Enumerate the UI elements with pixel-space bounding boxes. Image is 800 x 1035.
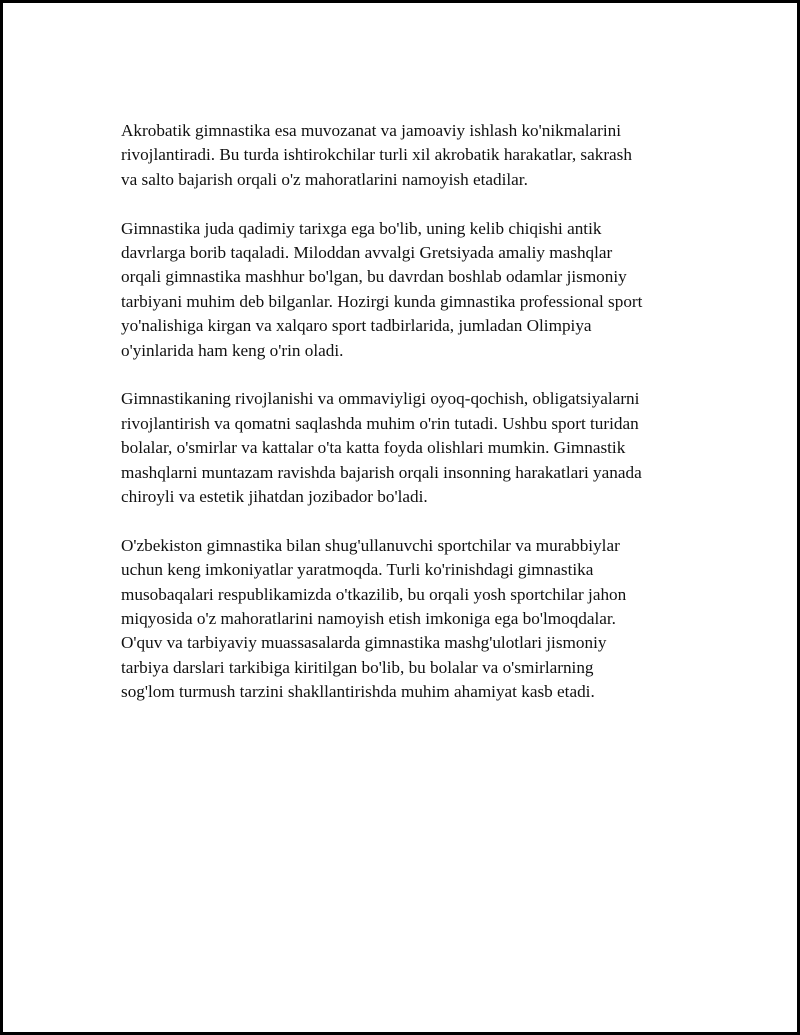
text-line: Gimnastika juda qadimiy tarixga ega bo'lib, uning kelib chiqishi antik [121, 218, 602, 238]
text-line: Akrobatik gimnastika esa muvozanat va jamoaviy ishlash ko'nikmalarini [121, 121, 621, 140]
paragraph-4 [121, 534, 701, 705]
text-line: o'yinlarida ham keng o'rin oladi. [121, 340, 344, 360]
text-line: uchun keng imkoniyatlar yaratmoqda. Turli ko'rinishdagi gimnastika [121, 560, 594, 580]
text-line: Gimnastikaning rivojlanishi va ommaviyligi oyoq-qochish, obligatsiyalarni [121, 389, 640, 409]
text-line: sog'lom turmush tarzini shakllantirishda muhim ahamiyat kasb etadi. [121, 682, 595, 702]
text-line: bolalar, o'smirlar va kattalar o'ta katta foyda olishlari mumkin. Gimnastik [121, 438, 626, 458]
paragraph-1 [121, 119, 701, 192]
text-line: O'quv va tarbiyaviy muassasalarda gimnastika mashg'ulotlari jismoniy [121, 633, 607, 653]
text-line: rivojlantirish va qomatni saqlashda muhim o'rin tutadi. Ushbu sport turidan [121, 413, 639, 433]
text-line: tarbiyani muhim deb bilganlar. Hozirgi kunda gimnastika professional sport [121, 291, 643, 311]
text-line: musobaqalari respublikamizda o'tkazilib, bu orqali yosh sportchilar jahon [121, 584, 627, 604]
text-line: tarbiya darslari tarkibiga kiritilgan bo'lib, bu bolalar va o'smirlarning [121, 657, 594, 677]
paragraph-3 [121, 387, 701, 509]
text-line: mashqlarni muntazam ravishda bajarish orqali insonning harakatlari yanada [121, 462, 642, 482]
text-line: O'zbekiston gimnastika bilan shug'ullanuvchi sportchilar va murabbiylar [121, 535, 620, 555]
text-line: davrlarga borib taqaladi. Miloddan avvalgi Gretsiyada amaliy mashqlar [121, 243, 613, 263]
text-line: rivojlantiradi. Bu turda ishtirokchilar turli xil akrobatik harakatlar, sakrash [121, 145, 632, 165]
text-line: miqyosida o'z mahoratlarini namoyish etish imkoniga ega bo'lmoqdalar. [121, 609, 616, 629]
document-body [121, 119, 701, 729]
text-line: orqali gimnastika mashhur bo'lgan, bu davrdan boshlab odamlar jismoniy [121, 267, 627, 287]
text-line: va salto bajarish orqali o'z mahoratlarini namoyish etadilar. [121, 169, 528, 189]
text-line: yo'nalishiga kirgan va xalqaro sport tadbirlarida, jumladan Olimpiya [121, 316, 592, 336]
text-line: chiroyli va estetik jihatdan jozibador bo'ladi. [121, 487, 428, 507]
paragraph-2 [121, 217, 701, 363]
